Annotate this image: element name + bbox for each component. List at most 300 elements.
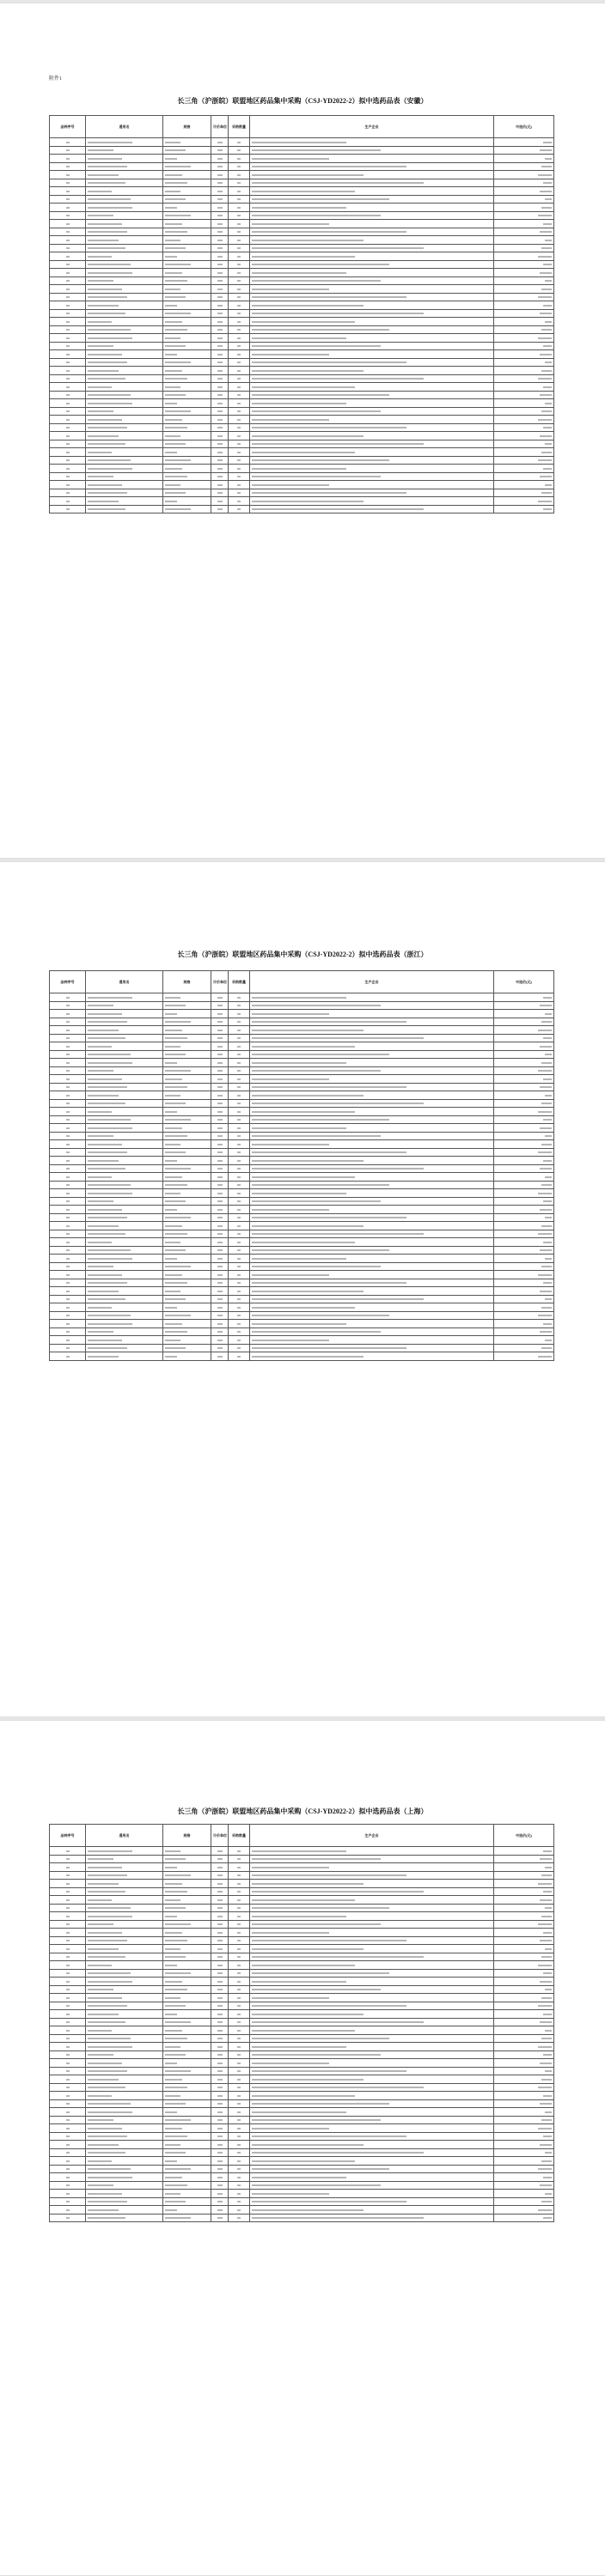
cell-text-placeholder (252, 329, 389, 331)
table-cell (86, 2075, 163, 2084)
table-row (50, 1230, 554, 1238)
table-cell (211, 399, 229, 408)
table-cell (211, 228, 229, 236)
cell-text-placeholder (217, 410, 223, 412)
cell-text-placeholder (88, 2160, 112, 2162)
column-header: 计价单位 (211, 116, 229, 138)
cell-text-placeholder (252, 1233, 424, 1235)
table-cell (250, 1887, 494, 1896)
cell-text-placeholder (217, 508, 223, 510)
table-cell (250, 1945, 494, 1953)
table-cell (494, 1320, 554, 1328)
cell-text-placeholder (217, 1956, 223, 1958)
table-cell (211, 2132, 229, 2141)
cell-text-placeholder (545, 1340, 552, 1341)
cell-text-placeholder (66, 1347, 70, 1349)
cell-text-placeholder (237, 174, 241, 176)
table-cell (229, 489, 250, 497)
table-cell (163, 2116, 211, 2124)
table-cell (229, 1108, 250, 1116)
table-cell (229, 2197, 250, 2206)
cell-text-placeholder (252, 256, 355, 258)
table-cell (229, 1953, 250, 1961)
table-cell (211, 1099, 229, 1108)
table-row (50, 1336, 554, 1345)
table-cell (229, 1279, 250, 1287)
cell-text-placeholder (165, 1323, 182, 1325)
table-cell (211, 293, 229, 301)
table-cell (494, 1164, 554, 1173)
table-cell (86, 1050, 163, 1059)
table-row (50, 1920, 554, 1929)
cell-text-placeholder (252, 2144, 364, 2146)
table-cell (163, 1042, 211, 1051)
cell-text-placeholder (237, 158, 241, 160)
table-row (50, 1945, 554, 1953)
table-body (50, 138, 554, 513)
cell-text-placeholder (217, 2095, 223, 2097)
table-cell (86, 1066, 163, 1075)
table-cell (229, 236, 250, 245)
table-cell (50, 2034, 86, 2043)
cell-text-placeholder (217, 313, 223, 314)
table-row (50, 1303, 554, 1312)
table-cell (229, 2026, 250, 2035)
table-row (50, 1863, 554, 1872)
cell-text-placeholder (252, 1948, 364, 1950)
table-cell (494, 1936, 554, 1945)
cell-text-placeholder (237, 2063, 241, 2064)
cell-text-placeholder (217, 240, 223, 241)
table-cell (211, 1271, 229, 1279)
cell-text-placeholder (66, 1144, 70, 1145)
cell-text-placeholder (237, 2087, 241, 2088)
table-cell (250, 1066, 494, 1075)
cell-text-placeholder (538, 1070, 552, 1072)
table-cell (494, 1132, 554, 1140)
column-header: 通用名 (86, 971, 163, 993)
table-cell (229, 383, 250, 392)
cell-text-placeholder (217, 2079, 223, 2081)
table-cell (250, 1222, 494, 1230)
table-cell (50, 2124, 86, 2133)
cell-text-placeholder (217, 484, 223, 486)
table-cell (50, 1344, 86, 1352)
cell-text-placeholder (545, 1298, 552, 1300)
cell-text-placeholder (88, 1956, 125, 1958)
cell-text-placeholder (217, 191, 223, 192)
cell-text-placeholder (252, 1070, 381, 1072)
table-cell (229, 1880, 250, 1888)
cell-text-placeholder (66, 142, 70, 143)
table-cell (86, 1197, 163, 1206)
cell-text-placeholder (88, 223, 122, 225)
table-cell (494, 1287, 554, 1296)
table-cell (163, 2083, 211, 2092)
cell-text-placeholder (165, 1907, 186, 1909)
cell-text-placeholder (217, 2128, 223, 2129)
table-cell (163, 2050, 211, 2059)
cell-text-placeholder (217, 207, 223, 209)
table-row (50, 1213, 554, 1222)
cell-text-placeholder (88, 435, 119, 437)
cell-text-placeholder (217, 1331, 223, 1333)
table-cell (163, 1929, 211, 1937)
table-cell (211, 440, 229, 448)
table-row (50, 1157, 554, 1165)
cell-text-placeholder (543, 1200, 552, 1202)
cell-text-placeholder (88, 484, 122, 486)
cell-text-placeholder (66, 337, 70, 339)
table-cell (250, 1026, 494, 1035)
cell-text-placeholder (545, 2152, 552, 2154)
table-cell (86, 2092, 163, 2100)
cell-text-placeholder (545, 1176, 552, 1178)
cell-text-placeholder (165, 1135, 187, 1137)
table-cell (229, 1018, 250, 1026)
table-cell (494, 187, 554, 196)
table-cell (50, 1083, 86, 1091)
table-cell (211, 1157, 229, 1165)
cell-text-placeholder (538, 419, 552, 421)
cell-text-placeholder (88, 1331, 113, 1333)
cell-text-placeholder (66, 1331, 70, 1333)
cell-text-placeholder (165, 1070, 191, 1072)
table-cell (250, 350, 494, 359)
table-cell (494, 367, 554, 375)
table-cell (163, 1099, 211, 1108)
table-cell (494, 1018, 554, 1026)
table-cell (250, 391, 494, 399)
table-cell (250, 1238, 494, 1247)
column-header: 通用名 (86, 116, 163, 138)
cell-text-placeholder (252, 1989, 381, 1990)
table-cell (250, 2108, 494, 2117)
table-cell (211, 211, 229, 220)
table-cell (229, 1246, 250, 1255)
table-cell (229, 1352, 250, 1361)
table-cell (494, 1871, 554, 1880)
table-cell (229, 301, 250, 310)
cell-text-placeholder (88, 508, 125, 510)
table-cell (250, 285, 494, 294)
table-cell (163, 309, 211, 318)
cell-text-placeholder (88, 149, 113, 151)
cell-text-placeholder (545, 280, 552, 282)
cell-text-placeholder (88, 1258, 132, 1260)
table-cell (229, 1920, 250, 1929)
table-row (50, 1132, 554, 1140)
table-cell (211, 1091, 229, 1100)
cell-text-placeholder (237, 215, 241, 216)
table-cell (494, 2132, 554, 2141)
cell-text-placeholder (217, 1923, 223, 1925)
table-cell (86, 1311, 163, 1320)
table-cell (229, 2050, 250, 2059)
cell-text-placeholder (66, 1307, 70, 1309)
table-cell (163, 1083, 211, 1091)
cell-text-placeholder (252, 1315, 389, 1316)
cell-text-placeholder (540, 394, 552, 396)
table-cell (86, 220, 163, 228)
cell-text-placeholder (237, 149, 241, 151)
table-cell (494, 481, 554, 489)
cell-text-placeholder (217, 2177, 223, 2178)
table-row (50, 1912, 554, 1921)
cell-text-placeholder (237, 476, 241, 477)
cell-text-placeholder (540, 1981, 552, 1983)
table-row (50, 1018, 554, 1026)
cell-text-placeholder (165, 2014, 177, 2015)
table-cell (494, 2214, 554, 2222)
table-cell (163, 260, 211, 269)
cell-text-placeholder (66, 361, 70, 363)
cell-text-placeholder (66, 1867, 70, 1868)
table-cell (494, 1855, 554, 1863)
cell-text-placeholder (237, 345, 241, 347)
table-cell (229, 2034, 250, 2043)
cell-text-placeholder (252, 1013, 329, 1015)
table-cell (86, 448, 163, 457)
cell-text-placeholder (252, 1899, 355, 1901)
table-cell (211, 416, 229, 424)
cell-text-placeholder (88, 1176, 112, 1178)
table-cell (163, 155, 211, 163)
cell-text-placeholder (88, 1249, 131, 1251)
table-row (50, 440, 554, 448)
table-cell (50, 334, 86, 343)
table-cell (163, 1034, 211, 1042)
table-cell (229, 1255, 250, 1263)
cell-text-placeholder (538, 2209, 552, 2211)
table-cell (50, 1912, 86, 1921)
table-cell (50, 1303, 86, 1312)
table-cell (229, 1271, 250, 1279)
table-cell (211, 1001, 229, 1010)
table-cell (50, 318, 86, 326)
table-cell (250, 1108, 494, 1116)
table-cell (50, 1262, 86, 1271)
table-row (50, 505, 554, 513)
table-cell (163, 2092, 211, 2100)
table-cell (494, 325, 554, 334)
cell-text-placeholder (252, 484, 329, 486)
cell-text-placeholder (165, 468, 182, 470)
cell-text-placeholder (165, 394, 186, 396)
table-cell (50, 2148, 86, 2157)
cell-text-placeholder (165, 386, 180, 388)
table-cell (494, 1042, 554, 1051)
table-cell (229, 1945, 250, 1953)
table-cell (494, 2181, 554, 2190)
cell-text-placeholder (88, 2070, 127, 2072)
cell-text-placeholder (66, 1193, 70, 1194)
table-cell (229, 440, 250, 448)
table-cell (250, 1099, 494, 1108)
cell-text-placeholder (165, 247, 186, 249)
table-cell (86, 1026, 163, 1035)
cell-text-placeholder (66, 289, 70, 290)
table-cell (494, 993, 554, 1002)
table-cell (250, 1320, 494, 1328)
cell-text-placeholder (237, 1184, 241, 1186)
table-cell (211, 2026, 229, 2035)
cell-text-placeholder (252, 1891, 424, 1893)
table-row (50, 1108, 554, 1116)
cell-text-placeholder (217, 2005, 223, 2007)
cell-text-placeholder (217, 272, 223, 274)
table-cell (163, 505, 211, 513)
cell-text-placeholder (165, 1037, 187, 1039)
table-cell (163, 1295, 211, 1303)
table-cell (229, 2099, 250, 2108)
cell-text-placeholder (217, 1103, 223, 1104)
table-cell (229, 2067, 250, 2075)
table-cell (50, 301, 86, 310)
table-cell (250, 2181, 494, 2190)
table-cell (229, 423, 250, 432)
cell-text-placeholder (545, 2070, 552, 2072)
cell-text-placeholder (165, 1054, 186, 1055)
table-cell (211, 2092, 229, 2100)
table-cell (50, 1108, 86, 1116)
cell-text-placeholder (165, 256, 177, 258)
table-row (50, 2124, 554, 2133)
cell-text-placeholder (237, 508, 241, 510)
table-cell (250, 374, 494, 383)
cell-text-placeholder (66, 476, 70, 477)
cell-text-placeholder (217, 2054, 223, 2056)
table-cell (229, 1985, 250, 1994)
table-row (50, 2132, 554, 2141)
table-row (50, 1189, 554, 1198)
cell-text-placeholder (165, 2184, 187, 2186)
table-row (50, 1140, 554, 1149)
cell-text-placeholder (165, 289, 180, 290)
cell-text-placeholder (165, 2217, 191, 2219)
table-cell (250, 2190, 494, 2198)
table-cell (250, 2157, 494, 2166)
cell-text-placeholder (252, 1874, 406, 1876)
cell-text-placeholder (66, 1266, 70, 1267)
table-cell (250, 505, 494, 513)
cell-text-placeholder (66, 264, 70, 265)
table-cell (229, 1083, 250, 1091)
table-cell (86, 481, 163, 489)
cell-text-placeholder (88, 158, 122, 160)
cell-text-placeholder (88, 2168, 131, 2170)
table-cell (86, 1896, 163, 1905)
table-cell (229, 1148, 250, 1157)
cell-text-placeholder (217, 1095, 223, 1097)
cell-text-placeholder (541, 247, 552, 249)
table-cell (250, 1871, 494, 1880)
cell-text-placeholder (66, 2103, 70, 2105)
table-row (50, 391, 554, 399)
table-cell (50, 1099, 86, 1108)
cell-text-placeholder (237, 1340, 241, 1341)
table-cell (250, 1197, 494, 1206)
table-cell (86, 309, 163, 318)
table-cell (250, 318, 494, 326)
cell-text-placeholder (252, 2136, 406, 2137)
table-cell (50, 285, 86, 294)
table-cell (211, 171, 229, 179)
table-cell (50, 260, 86, 269)
cell-text-placeholder (217, 1217, 223, 1218)
cell-text-placeholder (237, 2152, 241, 2154)
cell-text-placeholder (165, 198, 186, 200)
table-cell (211, 2099, 229, 2108)
cell-text-placeholder (217, 1119, 223, 1121)
table-cell (86, 171, 163, 179)
cell-text-placeholder (237, 2095, 241, 2097)
table-cell (86, 1173, 163, 1182)
cell-text-placeholder (252, 1883, 364, 1885)
cell-text-placeholder (88, 1948, 119, 1950)
table-cell (211, 1181, 229, 1189)
table-cell (50, 399, 86, 408)
cell-text-placeholder (541, 1956, 552, 1958)
cell-text-placeholder (252, 2184, 381, 2186)
cell-text-placeholder (252, 1850, 346, 1852)
table-cell (50, 2173, 86, 2182)
table-cell (250, 1961, 494, 1970)
table-cell (494, 1189, 554, 1198)
cell-text-placeholder (541, 410, 552, 412)
cell-text-placeholder (165, 207, 177, 209)
cell-text-placeholder (252, 427, 406, 428)
table-cell (250, 2083, 494, 2092)
cell-text-placeholder (66, 378, 70, 380)
table-cell (163, 1945, 211, 1953)
cell-text-placeholder (165, 231, 187, 233)
table-cell (211, 2116, 229, 2124)
table-cell (163, 1336, 211, 1345)
cell-text-placeholder (66, 1176, 70, 1178)
table-cell (250, 252, 494, 261)
cell-text-placeholder (217, 296, 223, 298)
table-cell (163, 1287, 211, 1296)
table-cell (250, 1985, 494, 1994)
cell-text-placeholder (252, 1225, 364, 1227)
table-cell (50, 2043, 86, 2051)
cell-text-placeholder (545, 361, 552, 363)
table-cell (163, 2181, 211, 2190)
table-cell (50, 440, 86, 448)
cell-text-placeholder (217, 1874, 223, 1876)
cell-text-placeholder (217, 1135, 223, 1137)
table-cell (229, 2108, 250, 2117)
table-header (50, 1825, 554, 1847)
table-cell (211, 2034, 229, 2043)
table-cell (211, 2197, 229, 2206)
table-cell (494, 1010, 554, 1018)
table-cell (494, 1115, 554, 1124)
cell-text-placeholder (88, 2103, 131, 2105)
table-cell (229, 1181, 250, 1189)
table-cell (229, 2206, 250, 2215)
cell-text-placeholder (66, 1956, 70, 1958)
cell-text-placeholder (252, 1274, 329, 1276)
cell-text-placeholder (217, 1916, 223, 1917)
table-cell (494, 276, 554, 285)
cell-text-placeholder (538, 1965, 552, 1966)
table-cell (229, 1050, 250, 1059)
cell-text-placeholder (165, 1923, 191, 1925)
table-cell (211, 1896, 229, 1905)
table-cell (163, 252, 211, 261)
